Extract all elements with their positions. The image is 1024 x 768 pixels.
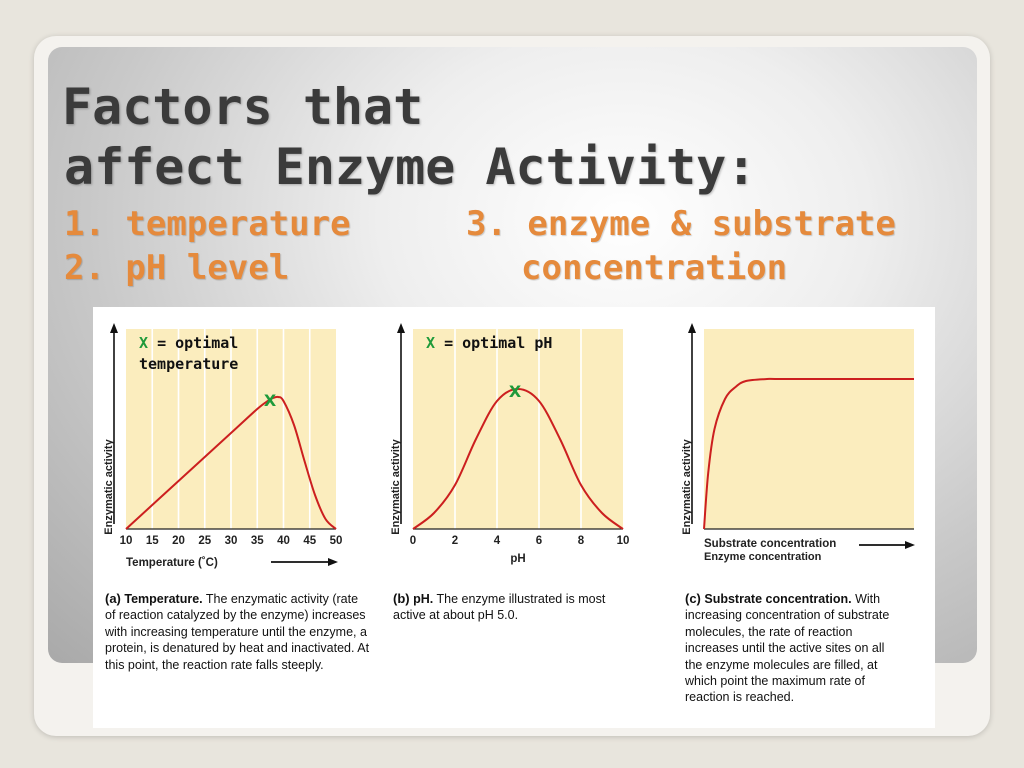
y-axis-label-b: Enzymatic activity bbox=[390, 439, 402, 535]
x-arrowhead-a bbox=[328, 558, 338, 566]
caption-b-lead: pH. bbox=[413, 592, 434, 606]
caption-c bbox=[685, 591, 900, 706]
tick-label-a: 20 bbox=[172, 535, 185, 547]
tick-label-a: 25 bbox=[198, 535, 212, 547]
factor-temperature: 1. temperature bbox=[64, 204, 351, 244]
caption-a-text: The enzymatic activity (rate of reaction catalyzed by the enzyme) increases with increasing temperature until the enzyme, a protein, is denatured by heat and inactivated. At this point, the reaction rate falls steeply. bbox=[105, 592, 370, 672]
x-axis-label-a: Temperature (˚C) bbox=[126, 557, 218, 569]
tick-label-a: 10 bbox=[119, 535, 133, 547]
caption-c-text: With increasing concentration of substrate molecules, the rate of reaction increases until the active sites on all the enzyme molecules are filled, at which point the maximum rate of reaction is reached. bbox=[685, 592, 890, 705]
caption-a-letter: (a) bbox=[105, 591, 121, 606]
caption-c-lead: Substrate concentration. bbox=[704, 592, 852, 606]
y-axis-label-c: Enzymatic activity bbox=[681, 439, 693, 535]
title-line-1: Factors that bbox=[62, 78, 424, 136]
x-axis-label-c: Substrate concentration bbox=[704, 538, 837, 550]
optimum-marker-a: X bbox=[263, 391, 277, 410]
tick-label-a: 50 bbox=[329, 535, 343, 547]
x-axis-label-b: pH bbox=[510, 553, 526, 565]
y-arrowhead-a bbox=[110, 323, 118, 333]
annotation-text-b: = optimal pH bbox=[444, 334, 553, 352]
plot-area-b bbox=[413, 329, 623, 529]
slide-title bbox=[62, 78, 757, 196]
y-arrowhead-b bbox=[397, 323, 405, 333]
factor-concentration: concentration bbox=[521, 248, 788, 288]
caption-b-text: The enzyme illustrated is most active at about pH 5.0. bbox=[393, 592, 606, 623]
x-axis-label2-c: Enzyme concentration bbox=[704, 551, 822, 563]
optimum-marker-b: X bbox=[508, 382, 522, 401]
tick-label-a: 45 bbox=[303, 535, 317, 547]
x-arrowhead-c bbox=[905, 541, 915, 549]
tick-label-a: 40 bbox=[277, 535, 290, 547]
y-arrowhead-c bbox=[688, 323, 696, 333]
caption-a bbox=[105, 591, 370, 673]
caption-b-letter: (b) bbox=[393, 591, 410, 606]
tick-label-b: 2 bbox=[451, 535, 459, 547]
annotation-marker-a: X bbox=[139, 334, 158, 352]
caption-c-letter: (c) bbox=[685, 591, 701, 606]
factor-ph-level: 2. pH level bbox=[64, 248, 290, 288]
annotation-text-a: = optimal bbox=[157, 334, 239, 352]
tick-label-b: 8 bbox=[577, 535, 585, 547]
tick-label-b: 6 bbox=[535, 535, 543, 547]
tick-label-b: 4 bbox=[493, 535, 501, 547]
tick-label-b: 0 bbox=[409, 535, 417, 547]
enzyme-figure bbox=[93, 307, 935, 728]
annotation-marker-b: X bbox=[426, 334, 445, 352]
tick-label-a: 15 bbox=[145, 535, 159, 547]
annotation-b bbox=[426, 334, 552, 352]
tick-label-a: 35 bbox=[250, 535, 264, 547]
caption-a-lead: Temperature. bbox=[124, 592, 203, 606]
tick-label-b: 10 bbox=[616, 535, 630, 547]
caption-b bbox=[393, 591, 608, 624]
y-axis-label-a: Enzymatic activity bbox=[103, 439, 115, 535]
annotation-a bbox=[139, 334, 238, 352]
annotation-line2-a: temperature bbox=[139, 355, 239, 373]
tick-label-a: 30 bbox=[224, 535, 238, 547]
title-line-2: affect Enzyme Activity: bbox=[64, 138, 757, 196]
plot-area-c bbox=[704, 329, 914, 529]
factor-enzyme-substrate: 3. enzyme & substrate bbox=[466, 204, 896, 244]
